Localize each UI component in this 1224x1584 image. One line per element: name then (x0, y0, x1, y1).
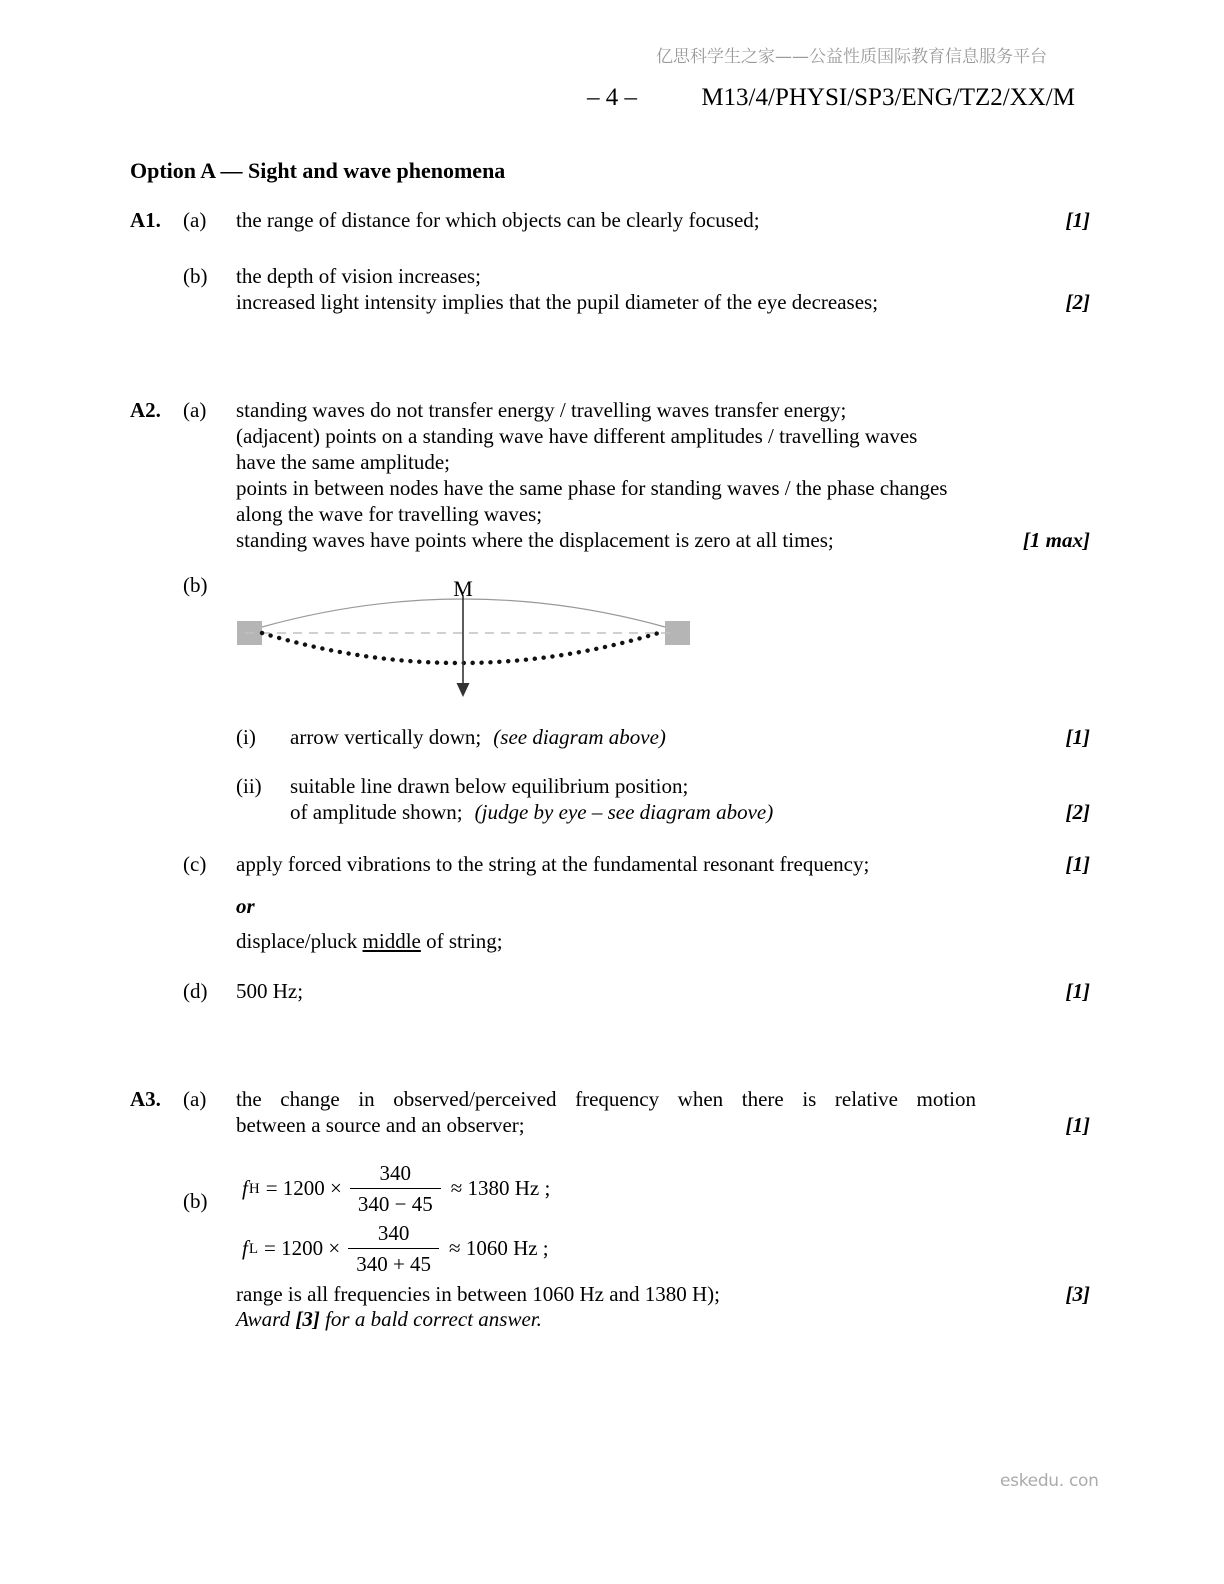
answer-text: 500 Hz; (236, 979, 304, 1003)
part-label: (b) (183, 264, 208, 288)
award-segment: for a bald correct answer. (319, 1307, 542, 1331)
answer-text (290, 773, 1056, 825)
equation-result: ≈ 1060 Hz ; (449, 1236, 549, 1260)
marker-note: (see diagram above) (493, 725, 666, 749)
mark-allocation: [2] (1065, 800, 1090, 824)
part-label: (a) (183, 1087, 207, 1111)
part-label: (c) (183, 852, 207, 876)
answer-segment: of string; (420, 929, 503, 953)
f-variable: f (242, 1236, 248, 1260)
equation-middle: = 1200 × (265, 1176, 342, 1200)
f-variable: f (242, 1176, 248, 1200)
question-a1b-row (130, 263, 1090, 315)
standing-wave-diagram (225, 565, 705, 710)
part-label: (b) (183, 573, 208, 597)
mark-allocation: [1 max] (1022, 528, 1090, 552)
answer-line: the depth of vision increases; (236, 264, 481, 288)
answer-text (236, 397, 1013, 553)
equation-result: ≈ 1380 Hz ; (450, 1176, 551, 1200)
answer-line: have the same amplitude; (236, 450, 451, 474)
standing-wave-svg (225, 565, 705, 710)
question-a3b-range-row (130, 1281, 1090, 1307)
answer-text (236, 263, 1056, 315)
question-a2a-row (130, 397, 1090, 553)
part-label: (b) (183, 1189, 208, 1213)
equation-f-high: f H = 1200 × $\frac{340}{340 - 45}$ ≈ 1380 Hz ; (242, 1161, 551, 1216)
part-label: (a) (183, 208, 207, 232)
watermark-top: 亿思科学生之家——公益性质国际教育信息服务平台 (656, 47, 1047, 67)
fraction-denominator: 340 − 45 (357, 1192, 433, 1216)
award-mark: [3] (295, 1307, 320, 1331)
mark-allocation: [3] (1065, 1282, 1090, 1306)
mark-allocation: [1] (1065, 1113, 1090, 1137)
answer-line: the change in observed/perceived frequency when there is relative motion (236, 1087, 976, 1111)
equation-f-low: f L = 1200 × $\frac{340}{340 + 45}$ ≈ 1060 Hz ; (242, 1221, 549, 1276)
answer-line: suitable line drawn below equilibrium position; (290, 774, 689, 798)
section-title: Option A — Sight and wave phenomena (130, 158, 506, 183)
question-number: A2. (130, 398, 161, 422)
question-a2c-or-row (130, 893, 1090, 919)
answer-text (236, 1086, 1056, 1138)
answer-text: the range of distance for which objects can be clearly focused; (236, 208, 760, 232)
question-a2c-row (130, 851, 1090, 877)
point-m-label: M (453, 576, 473, 601)
answer-line: arrow vertically down; (290, 725, 482, 749)
down-arrow-head (457, 683, 470, 697)
answer-text: apply forced vibrations to the string at the fundamental resonant frequency; (236, 852, 870, 876)
question-a2bi-row (130, 724, 1090, 750)
fraction-denominator: 340 + 45 (356, 1252, 432, 1276)
question-number: A3. (130, 1087, 161, 1111)
mark-allocation: [2] (1065, 290, 1090, 314)
question-a2d-row (130, 978, 1090, 1004)
answer-line: standing waves have points where the displacement is zero at all times; (236, 528, 834, 552)
part-label: (a) (183, 398, 207, 422)
answer-line: between a source and an observer; (236, 1113, 525, 1137)
award-note (236, 1306, 1090, 1332)
question-number: A1. (130, 208, 161, 232)
marker-note: (judge by eye – see diagram above) (474, 800, 774, 824)
answer-text (290, 724, 1056, 750)
question-a3b-award-row (130, 1306, 1090, 1332)
fraction-numerator: 340 (350, 1160, 441, 1189)
underlined-word: middle (362, 929, 421, 953)
fraction-numerator: 340 (348, 1220, 439, 1249)
mark-allocation: [1] (1065, 852, 1090, 876)
question-a3a-row (130, 1086, 1090, 1138)
question-a2bii-row (130, 773, 1090, 825)
part-label: (d) (183, 979, 208, 1003)
answer-text (236, 928, 1090, 954)
paper-code: M13/4/PHYSI/SP3/ENG/TZ2/XX/M (701, 84, 1075, 111)
page-number: – 4 – (587, 84, 637, 111)
subpart-label: (ii) (236, 774, 262, 798)
question-a2c-alt-row (130, 928, 1090, 954)
answer-line-text: of amplitude shown; (290, 800, 463, 824)
answer-line: points in between nodes have the same phase for standing waves / the phase changes (236, 476, 948, 500)
answer-text: range is all frequencies in between 1060 Hz and 1380 H); (236, 1282, 721, 1306)
fraction (348, 1220, 439, 1277)
answer-segment: displace/pluck (236, 929, 363, 953)
mark-allocation: [1] (1065, 725, 1090, 749)
answer-line: (adjacent) points on a standing wave have different amplitudes / travelling waves (236, 424, 918, 448)
or-connector: or (236, 894, 255, 918)
subpart-label: (i) (236, 725, 256, 749)
mark-allocation: [1] (1065, 979, 1090, 1003)
watermark-bottom: eskedu. con (1000, 1471, 1099, 1491)
question-a1a-row (130, 207, 1090, 233)
answer-line: along the wave for travelling waves; (236, 502, 543, 526)
mark-allocation: [1] (1065, 208, 1090, 232)
award-segment: Award (236, 1307, 296, 1331)
answer-line (290, 799, 1056, 825)
answer-line: increased light intensity implies that the pupil diameter of the eye decreases; (236, 290, 879, 314)
equation-middle: = 1200 × (264, 1236, 341, 1260)
answer-line: standing waves do not transfer energy / travelling waves transfer energy; (236, 398, 847, 422)
fraction (350, 1160, 441, 1217)
